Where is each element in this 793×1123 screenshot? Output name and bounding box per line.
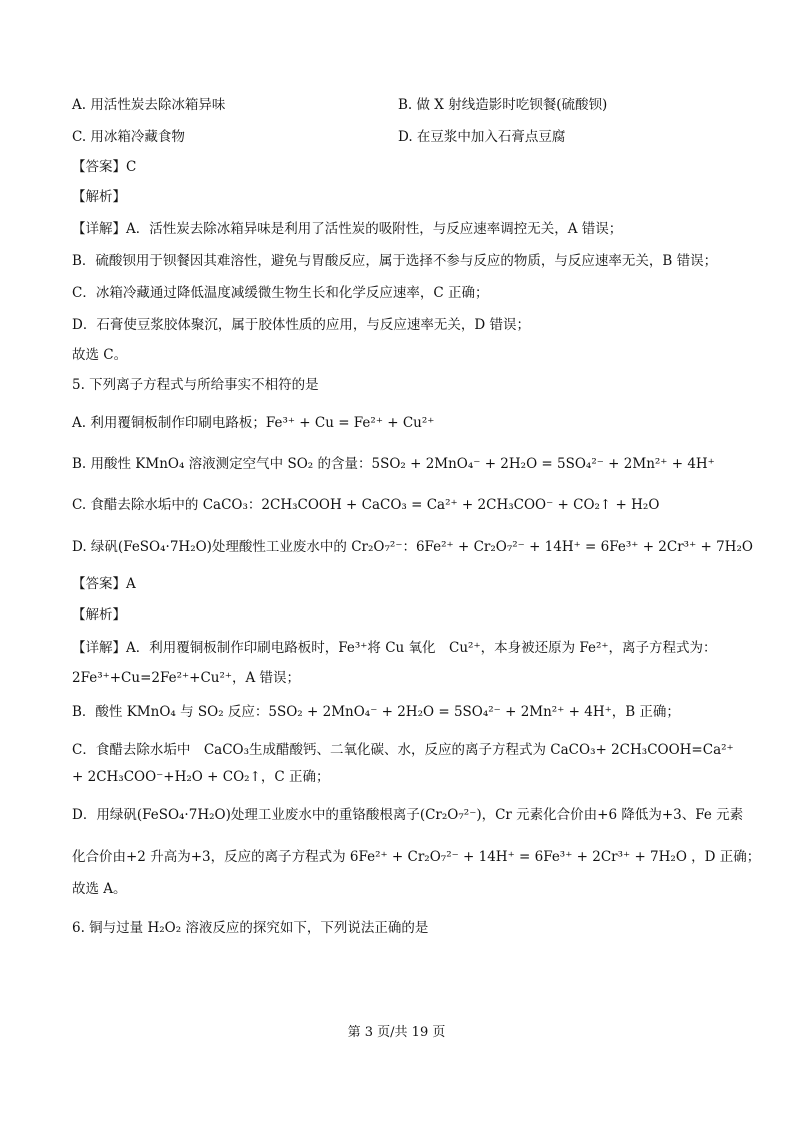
q5-detail-c2: + 2CH₃COO⁻+H₂O + CO₂↑，C 正确； [72, 769, 330, 785]
q5-analysis-label: 【解析】 [72, 607, 126, 623]
q4-option-d: D. 在豆浆中加入石膏点豆腐 [398, 129, 566, 145]
q5-detail-b: B．酸性 KMnO₄ 与 SO₂ 反应：5SO₂ + 2MnO₄⁻ + 2H₂O = 5SO₄²⁻ + 2Mn²⁺ + 4H⁺，B 正确； [72, 704, 680, 720]
q5-option-b: B. 用酸性 KMnO₄ 溶液测定空气中 SO₂ 的含量：5SO₂ + 2MnO₄⁻ + 2H₂O = 5SO₄²⁻ + 2Mn²⁺ + 4H⁺ [72, 456, 715, 472]
q5-conclusion: 故选 A。 [72, 881, 127, 897]
q4-option-b: B. 做 X 射线造影时吃钡餐(硫酸钡) [398, 97, 608, 113]
q4-analysis-label: 【解析】 [72, 189, 126, 205]
q4-detail-a: 【详解】A．活性炭去除冰箱异味是利用了活性炭的吸附性，与反应速率调控无关，A 错误； [72, 221, 623, 237]
q4-detail-c: C．冰箱冷藏通过降低温度减缓微生物生长和化学反应速率，C 正确； [72, 285, 489, 301]
q4-conclusion: 故选 C。 [72, 347, 128, 363]
q5-answer: 【答案】A [72, 576, 136, 592]
q5-option-c: C. 食醋去除水垢中的 CaCO₃：2CH₃COOH + CaCO₃ = Ca²⁺ + 2CH₃COO⁻ + CO₂↑ + H₂O [72, 497, 660, 513]
q5-detail-a1: 【详解】A．利用覆铜板制作印刷电路板时，Fe³⁺将 Cu 氧化 Cu²⁺，本身被还原为 Fe²⁺，离子方程式为： [72, 640, 717, 656]
q4-option-a: A. 用活性炭去除冰箱异味 [72, 97, 226, 113]
q5-detail-d2: 化合价由+2 升高为+3，反应的离子方程式为 6Fe²⁺ + Cr₂O₇²⁻ + 14H⁺ = 6Fe³⁺ + 2Cr³⁺ + 7H₂O ，D 正确； [72, 849, 761, 865]
q5-option-a: A. 利用覆铜板制作印刷电路板；Fe³⁺ + Cu = Fe²⁺ + Cu²⁺ [72, 415, 435, 431]
q4-detail-d: D．石膏使豆浆胶体聚沉，属于胶体性质的应用，与反应速率无关，D 错误； [72, 317, 530, 333]
q4-answer: 【答案】C [72, 159, 137, 175]
q4-detail-b: B．硫酸钡用于钡餐因其难溶性，避免与胃酸反应，属于选择不参与反应的物质，与反应速率无关，B 错误； [72, 253, 718, 269]
page-number: 第 3 页/共 19 页 [347, 1025, 446, 1040]
q5-detail-a2: 2Fe³⁺+Cu=2Fe²⁺+Cu²⁺，A 错误； [72, 670, 301, 686]
q4-option-c: C. 用冰箱冷藏食物 [72, 129, 185, 145]
q5-detail-c1: C．食醋去除水垢中 CaCO₃生成醋酸钙、二氧化碳、水，反应的离子方程式为 CaCO₃+ 2CH₃COOH=Ca²⁺ [72, 742, 734, 758]
q6-stem: 6. 铜与过量 H₂O₂ 溶液反应的探究如下，下列说法正确的是 [72, 920, 429, 936]
q5-detail-d1: D．用绿矾(FeSO₄·7H₂O)处理工业废水中的重铬酸根离子(Cr₂O₇²⁻)，Cr 元素化合价由+6 降低为+3、Fe 元素 [72, 807, 744, 823]
q5-stem: 5. 下列离子方程式与所给事实不相符的是 [72, 377, 319, 393]
q5-option-d: D. 绿矾(FeSO₄·7H₂O)处理酸性工业废水中的 Cr₂O₇²⁻：6Fe²⁺ + Cr₂O₇²⁻ + 14H⁺ = 6Fe³⁺ + 2Cr³⁺ + 7H₂O [72, 539, 753, 555]
